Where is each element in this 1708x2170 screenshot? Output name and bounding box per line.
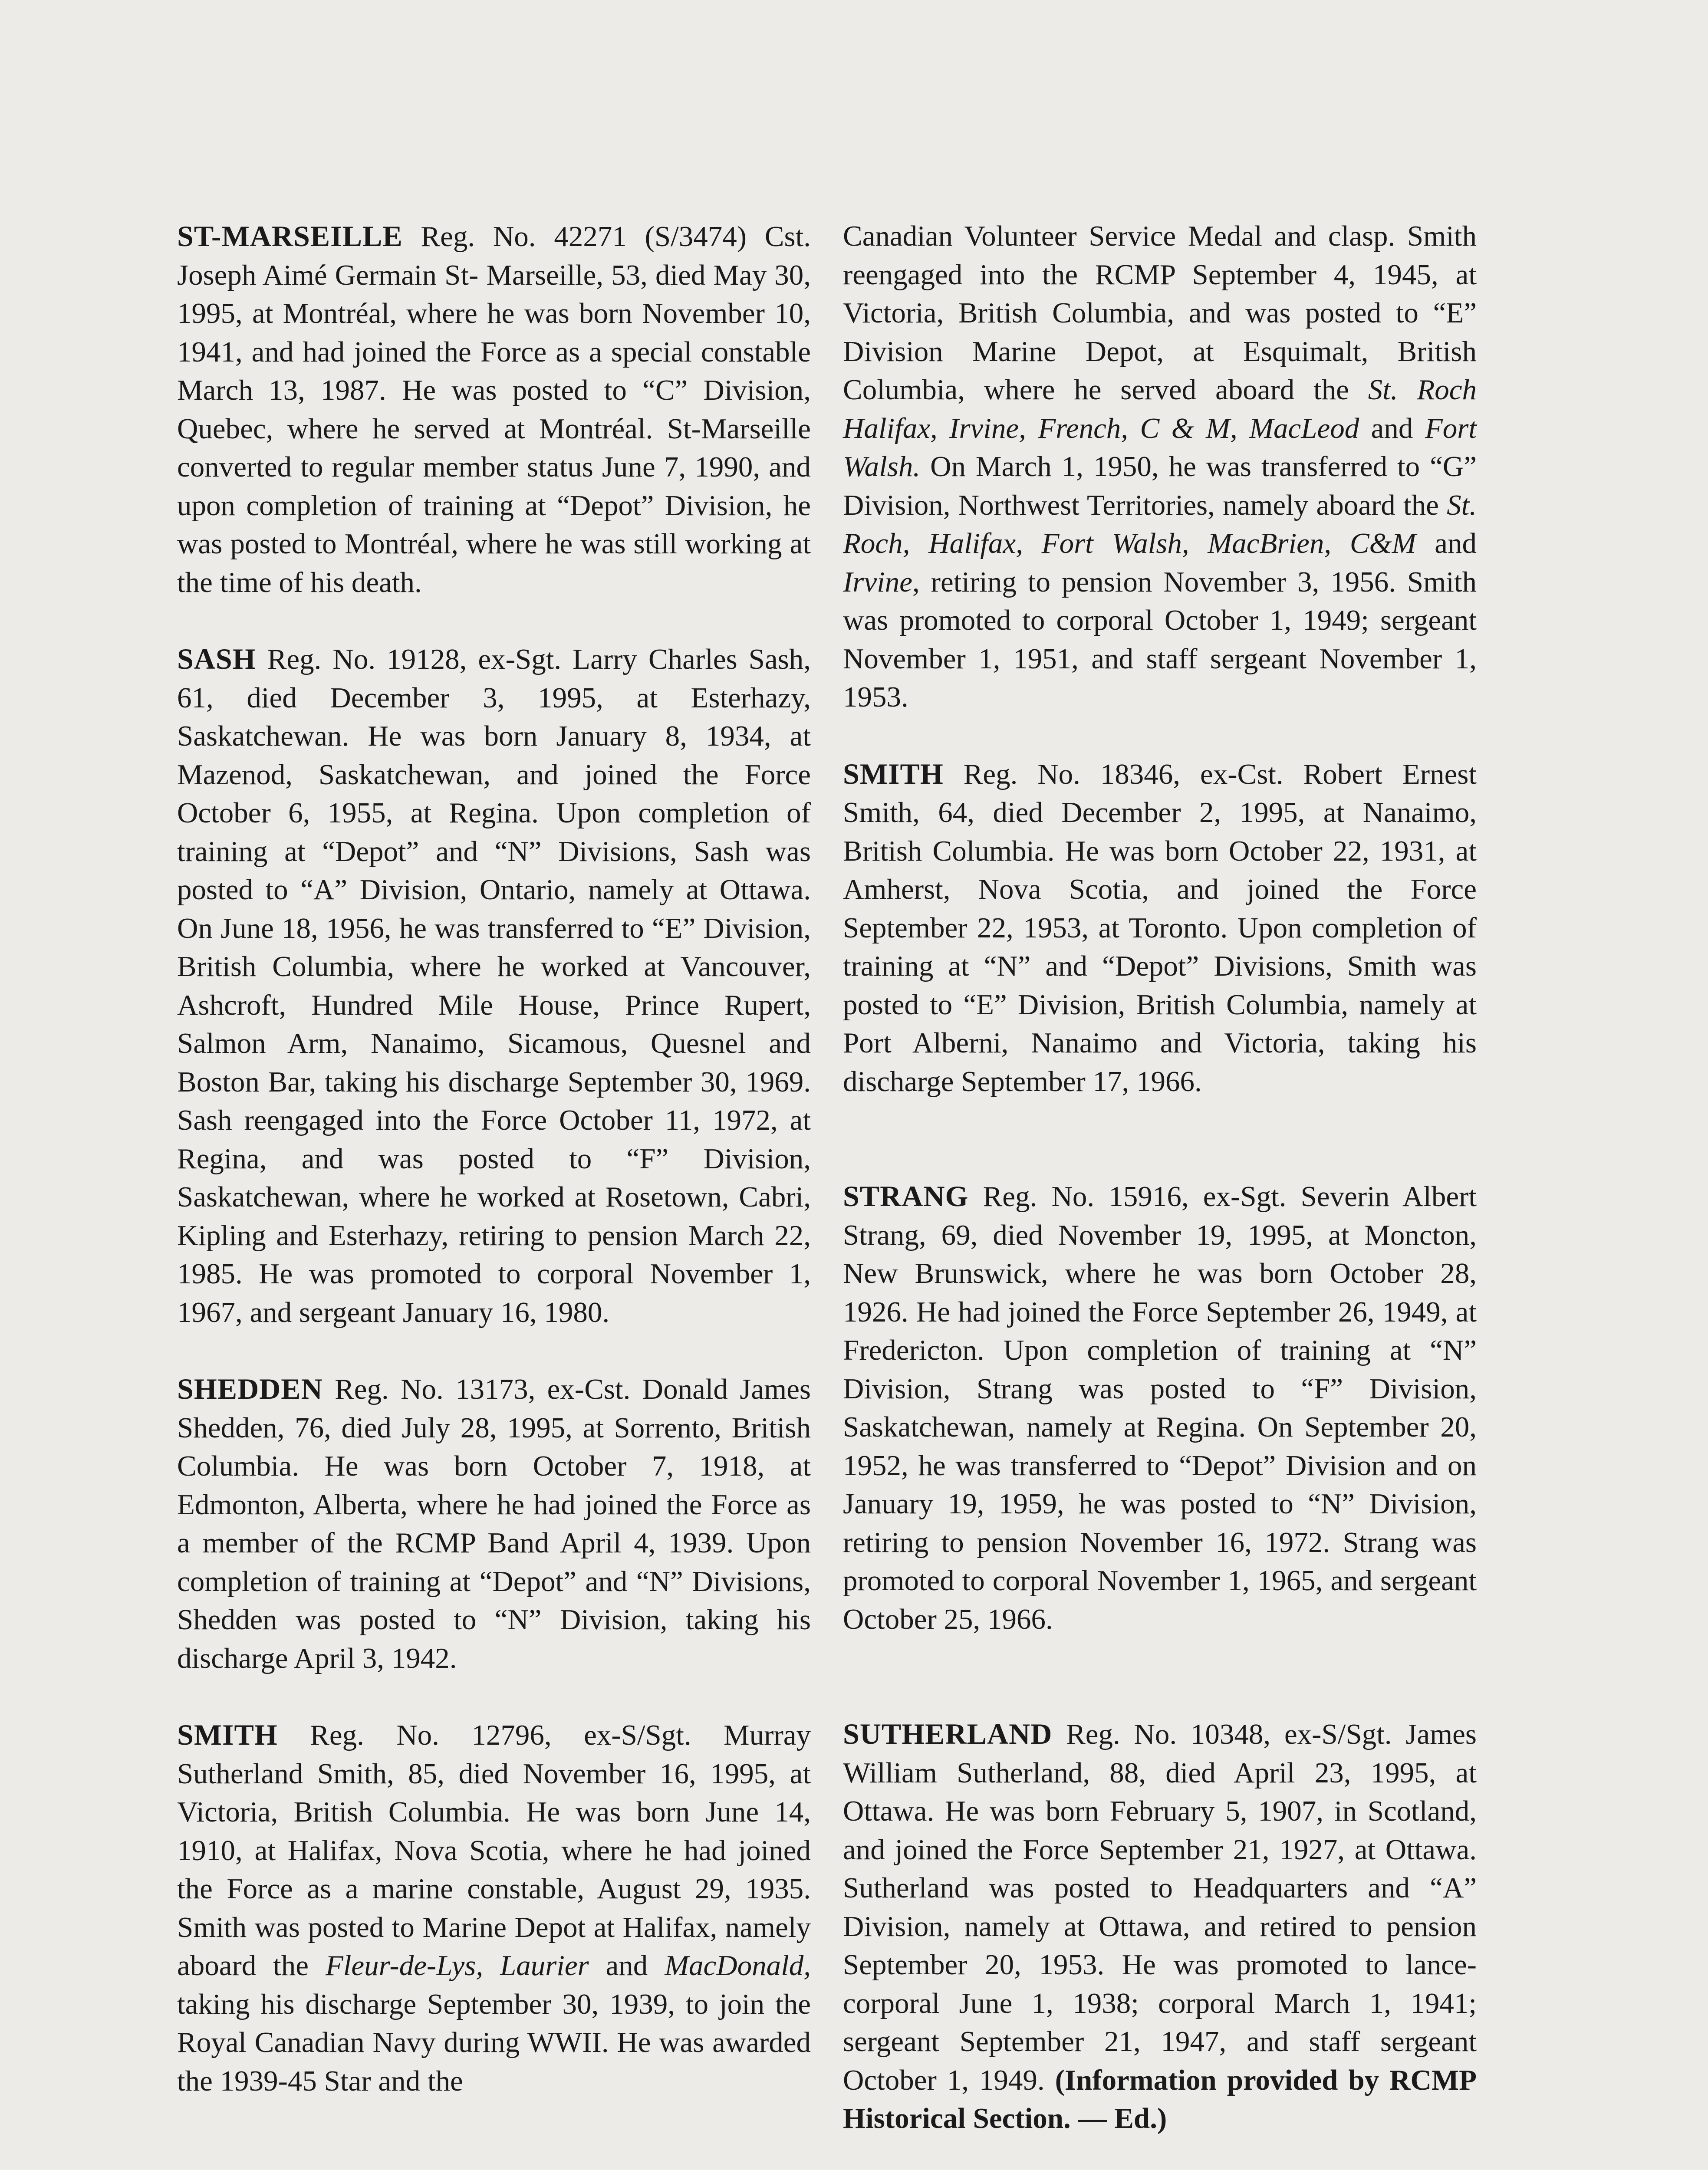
obituary-text: Reg. No. 15916, ex-Sgt. Severin Albert Strang, 69, died November 19, 1995, at Moncton, New Brunswick, where he was born October 28, 1926. He had joined the Force September 26, 1949, at Fredericton. Upon completion of training at “N” Division, Strang was posted to “F” Division, Saskatchewan, namely at Regina. On September 20, 1952, he was transferred to “Depot” Division and on January 19, 1959, he was posted to “N” Division, retiring to pension November 16, 1972. Strang was promoted to corporal November 1, 1965, and sergeant October 25, 1966.: [843, 1180, 1477, 1635]
ship-names: Fort Walsh.: [843, 412, 1477, 483]
obituary-shedden: [177, 1370, 811, 1677]
obituary-text: Reg. No. 42271 (S/3474) Cst. Joseph Aimé Germain St- Marseille, 53, died May 30, 1995, at Montréal, where he was born November 10, 1941, and had joined the Force as a special constable March 13, 1987. He was posted to “C” Division, Quebec, where he served at Montréal. St-Marseille converted to regular member status June 7, 1990, and upon completion of training at “Depot” Division, he was posted to Montréal, where he was still working at the time of his death.: [177, 220, 811, 598]
obituary-surname: SMITH: [177, 1718, 278, 1751]
ship-names: Irvine: [843, 566, 912, 598]
ship-names: MacDonald,: [665, 1950, 811, 1982]
right-column: [843, 217, 1477, 2170]
ship-names: St. Roch Halifax, Irvine, French, C & M, MacLeod: [843, 374, 1477, 444]
left-column: [177, 217, 811, 2138]
obituary-text: Reg. No. 10348, ex-S/Sgt. James William Sutherland, 88, died April 23, 1995, at Ottawa. He was born February 5, 1907, in Scotland, and joined the Force September 21, 1927, at Ottawa. Sutherland was posted to Headquarters and “A” Division, namely at Ottawa, and retired to pension September 20, 1953. He was promoted to lance-corporal June 1, 1938; corporal March 1, 1941; sergeant September 21, 1947, and staff sergeant October 1, 1949.: [843, 1718, 1477, 2096]
obituary-smith-murray: [177, 1716, 811, 2100]
obituary-text: and: [589, 1950, 665, 1982]
obituary-st-marseille: [177, 217, 811, 602]
obituary-surname: SASH: [177, 642, 256, 675]
ship-names: Fleur-de-Lys, Laurier: [325, 1950, 589, 1982]
obituary-surname: SMITH: [843, 757, 944, 790]
obituary-text: Canadian Volunteer Service Medal and clasp. Smith reengaged into the RCMP September 4, 1945, at Victoria, British Columbia, and was posted to “E” Division Marine Depot, at Esquimalt, British Columbia, where he served aboard the: [843, 220, 1477, 406]
obituary-sash: [177, 640, 811, 1332]
obituary-strang: [843, 1177, 1477, 1638]
obituary-surname: STRANG: [843, 1180, 969, 1213]
obituary-text: Reg. No. 13173, ex-Cst. Donald James Shedden, 76, died July 28, 1995, at Sorrento, British Columbia. He was born October 7, 1918, at Edmonton, Alberta, where he had joined the Force as a member of the RCMP Band April 4, 1939. Upon completion of training at “Depot” and “N” Divisions, Shedden was posted to “N” Division, taking his discharge April 3, 1942.: [177, 1373, 811, 1674]
obituary-text: taking his discharge September 30, 1939, to join the Royal Canadian Navy during WWII. He was awarded the 1939-45 Star and the: [177, 1988, 811, 2097]
obituary-text: Reg. No. 18346, ex-Cst. Robert Ernest Smith, 64, died December 2, 1995, at Nanaimo, British Columbia. He was born October 22, 1931, at Amherst, Nova Scotia, and joined the Force September 22, 1953, at Toronto. Upon completion of training at “N” and “Depot” Divisions, Smith was posted to “E” Division, British Columbia, namely at Port Alberni, Nanaimo and Victoria, taking his discharge September 17, 1966.: [843, 758, 1477, 1098]
obituary-text: Reg. No. 12796, ex-S/Sgt. Murray Sutherland Smith, 85, died November 16, 1995, at Victoria, British Columbia. He was born June 14, 1910, at Halifax, Nova Scotia, where he had joined the Force as a marine constable, August 29, 1935. Smith was posted to Marine Depot at Halifax, namely aboard the: [177, 1719, 811, 1982]
obituary-surname: SHEDDEN: [177, 1372, 323, 1405]
obituary-text: and: [1416, 527, 1477, 559]
obituary-surname: ST-MARSEILLE: [177, 220, 403, 253]
obituary-text: Reg. No. 19128, ex-Sgt. Larry Charles Sash, 61, died December 3, 1995, at Esterhazy, Saskatchewan. He was born January 8, 1934, at Mazenod, Saskatchewan, and joined the Force October 6, 1955, at Regina. Upon completion of training at “Depot” and “N” Divisions, Sash was posted to “A” Division, Ontario, namely at Ottawa. On June 18, 1956, he was transferred to “E” Division, British Columbia, where he worked at Vancouver, Ashcroft, Hundred Mile House, Prince Rupert, Salmon Arm, Nanaimo, Sicamous, Quesnel and Boston Bar, taking his discharge September 30, 1969. Sash reengaged into the Force October 11, 1972, at Regina, and was posted to “F” Division, Saskatchewan, where he worked at Rosetown, Cabri, Kipling and Esterhazy, retiring to pension March 22, 1985. He was promoted to corporal November 1, 1967, and sergeant January 16, 1980.: [177, 643, 811, 1328]
ship-names: St. Roch, Halifax, Fort Walsh, MacBrien, C&M: [843, 489, 1477, 559]
obituary-smith-murray-continued: [843, 217, 1477, 717]
obituary-text: , retiring to pension November 3, 1956. Smith was promoted to corporal October 1, 1949; sergeant November 1, 1951, and staff sergeant November 1, 1953.: [843, 566, 1477, 713]
obituary-sutherland: [843, 1715, 1477, 2138]
obituary-smith-robert: [843, 755, 1477, 1101]
obituary-text: and: [1359, 412, 1425, 444]
editor-credit: (Information provided by RCMP Historical Section. — Ed.): [843, 2064, 1477, 2134]
obituary-surname: SUTHERLAND: [843, 1717, 1053, 1750]
obituary-text: On March 1, 1950, he was transferred to “G” Division, Northwest Territories, namely aboard the: [843, 450, 1477, 521]
